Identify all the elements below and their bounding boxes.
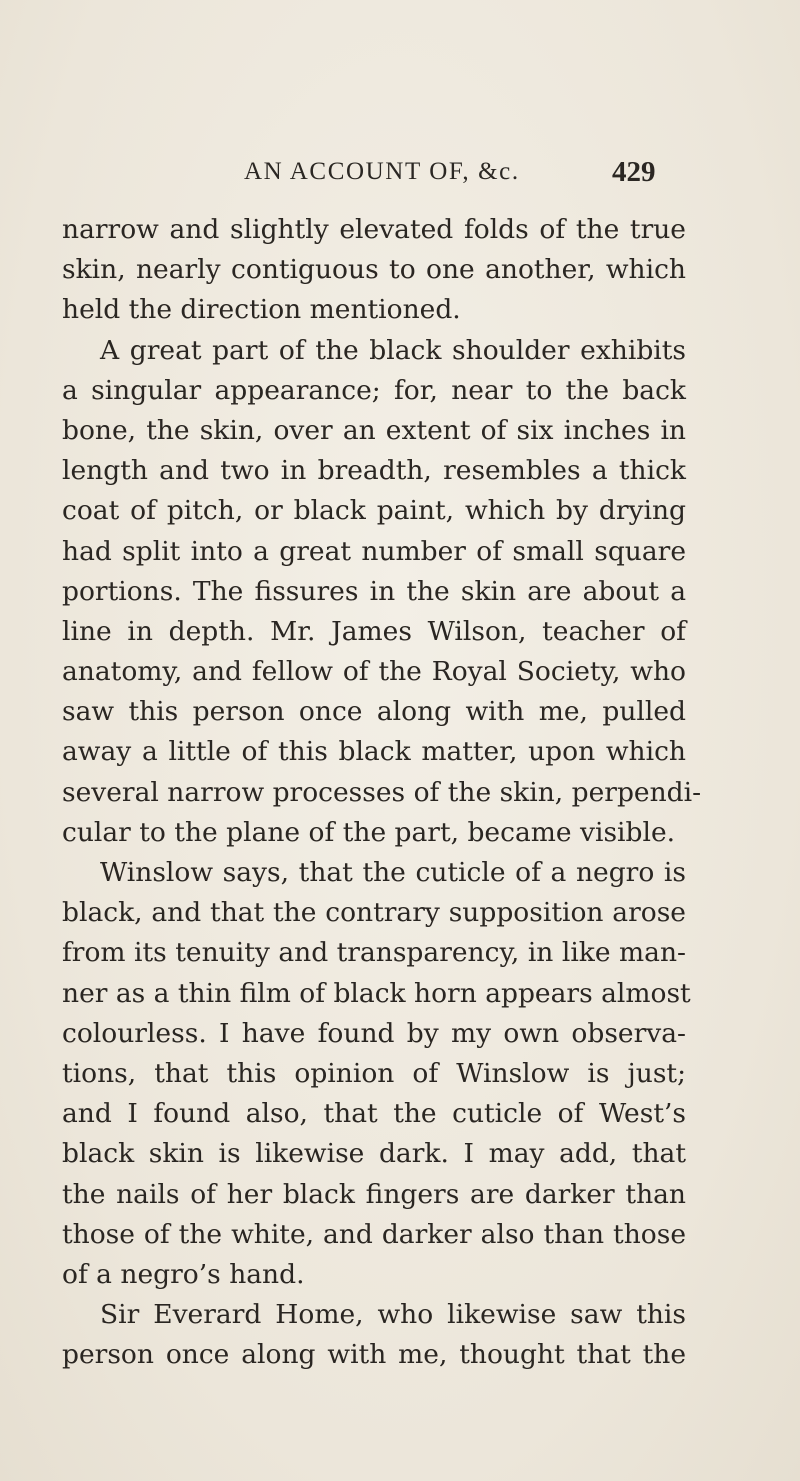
text-line: the nails of her black fingers are darker than bbox=[62, 1178, 686, 1210]
text-line: tions, that this opinion of Winslow is just; bbox=[62, 1057, 686, 1089]
text-line: a singular appearance; for, near to the back bbox=[62, 374, 686, 406]
text-line: A great part of the black shoulder exhibits bbox=[100, 334, 686, 366]
text-line: Winslow says, that the cuticle of a negro is bbox=[100, 857, 686, 888]
page-number: 429 bbox=[612, 156, 656, 188]
text-line: length and two in breadth, resembles a thick bbox=[62, 455, 686, 487]
text-line: person once along with me, thought that the bbox=[62, 1339, 686, 1371]
text-line: bone, the skin, over an extent of six inches in bbox=[62, 414, 686, 446]
text-line: skin, nearly contiguous to one another, which bbox=[62, 254, 686, 286]
text-line: anatomy, and fellow of the Royal Society, who bbox=[62, 656, 686, 688]
text-line: away a little of this black matter, upon which bbox=[62, 736, 686, 768]
text-line: of a negro’s hand. bbox=[62, 1258, 305, 1290]
running-title: AN ACCOUNT OF, &c. bbox=[244, 158, 520, 185]
text-line: colourless. I have found by my own observa- bbox=[62, 1017, 686, 1049]
text-line: and I found also, that the cuticle of West’s bbox=[62, 1098, 686, 1130]
text-line: coat of pitch, or black paint, which by drying bbox=[62, 495, 686, 527]
text-line: several narrow processes of the skin, perpendi- bbox=[62, 776, 702, 808]
text-line: those of the white, and darker also than those bbox=[62, 1218, 686, 1250]
body-text bbox=[62, 210, 702, 1375]
text-line: held the direction mentioned. bbox=[62, 294, 461, 326]
text-line: had split into a great number of small square bbox=[62, 535, 686, 567]
text-line: cular to the plane of the part, became visible. bbox=[62, 816, 676, 848]
text-line: portions. The fissures in the skin are about a bbox=[62, 575, 686, 607]
text-line: black skin is likewise dark. I may add, that bbox=[62, 1138, 686, 1170]
text-line: Sir Everard Home, who likewise saw this bbox=[100, 1299, 686, 1331]
text-line: narrow and slightly elevated folds of the true bbox=[62, 214, 686, 245]
text-line: saw this person once along with me, pulled bbox=[62, 696, 686, 728]
running-header bbox=[0, 152, 800, 192]
text-line: black, and that the contrary supposition arose bbox=[62, 897, 686, 929]
text-line: ner as a thin film of black horn appears almost bbox=[62, 977, 691, 1009]
text-line: line in depth. Mr. James Wilson, teacher of bbox=[62, 615, 686, 647]
text-line: from its tenuity and transparency, in like man- bbox=[62, 937, 686, 969]
